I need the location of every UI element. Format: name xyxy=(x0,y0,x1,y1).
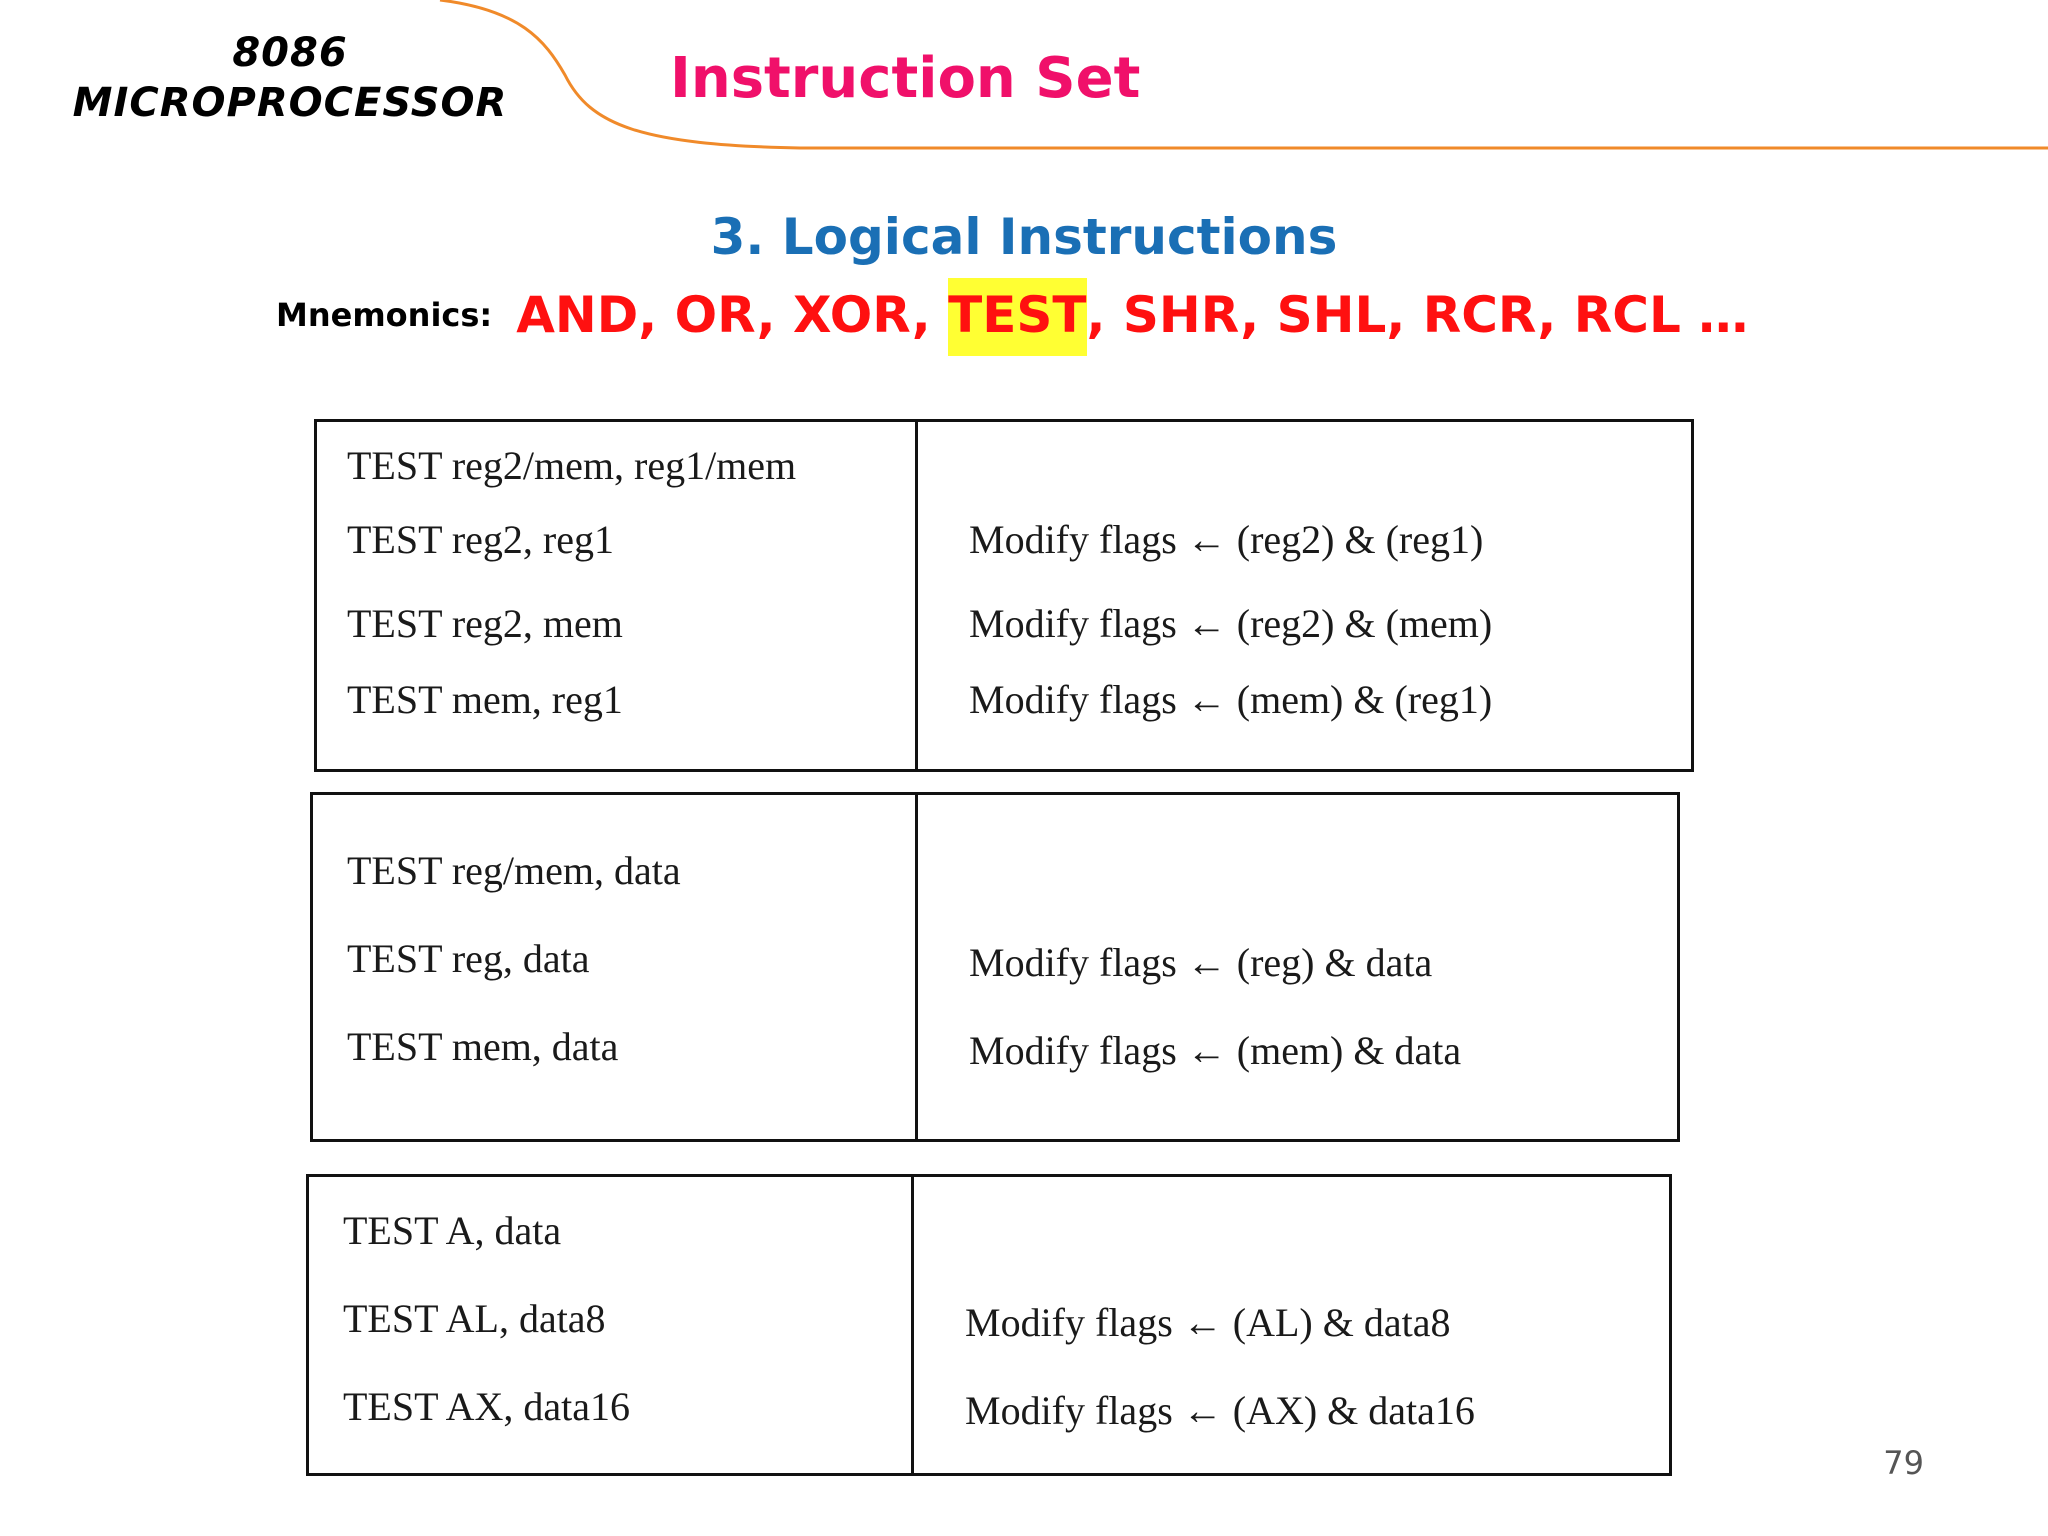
brand-line-2: MICROPROCESSOR xyxy=(72,80,508,126)
table3-left-row-1: TEST A, data xyxy=(343,1208,562,1253)
table3-left-row-3: TEST AX, data16 xyxy=(343,1384,631,1429)
test-table-accumulator xyxy=(306,1174,1672,1476)
table1-left-row-1: TEST reg2/mem, reg1/mem xyxy=(347,443,797,488)
table-divider xyxy=(911,1174,914,1476)
table3-right-row-2: Modify flags ← (AL) & data8 xyxy=(965,1300,1451,1345)
mnemonic-test-highlighted: TEST xyxy=(948,278,1086,356)
mnemonic-xor: XOR, xyxy=(793,286,949,344)
table2-left-row-1: TEST reg/mem, data xyxy=(347,848,681,893)
table1-left-row-2: TEST reg2, reg1 xyxy=(347,517,614,562)
mnemonics-list xyxy=(516,286,1748,344)
table-divider xyxy=(915,792,918,1142)
mnemonic-rcl: RCL … xyxy=(1573,286,1749,344)
mnemonics-label: Mnemonics: xyxy=(276,296,493,334)
slide-title: Instruction Set xyxy=(670,46,1141,111)
mnemonics-line xyxy=(276,286,1748,344)
mnemonic-shr: , SHR, xyxy=(1086,286,1277,344)
table1-left-row-3: TEST reg2, mem xyxy=(347,601,623,646)
section-title: 3. Logical Instructions xyxy=(710,208,1338,266)
table1-right-row-3: Modify flags ← (reg2) & (mem) xyxy=(969,601,1493,646)
mnemonic-rcr: RCR, xyxy=(1422,286,1574,344)
table1-left-row-4: TEST mem, reg1 xyxy=(347,677,623,722)
table2-right-row-2: Modify flags ← (reg) & data xyxy=(969,940,1433,985)
test-table-immediate-data xyxy=(310,792,1680,1142)
brand-logo-text xyxy=(60,28,520,128)
test-table-register-memory xyxy=(314,419,1694,772)
mnemonic-or: OR, xyxy=(674,286,794,344)
table3-left-row-2: TEST AL, data8 xyxy=(343,1296,606,1341)
table2-left-row-2: TEST reg, data xyxy=(347,936,590,981)
table1-right-row-2: Modify flags ← (reg2) & (reg1) xyxy=(969,517,1484,562)
table2-left-row-3: TEST mem, data xyxy=(347,1024,619,1069)
mnemonic-shl: SHL, xyxy=(1276,286,1423,344)
table3-right-row-3: Modify flags ← (AX) & data16 xyxy=(965,1388,1475,1433)
brand-line-1: 8086 xyxy=(232,30,348,76)
table1-right-row-4: Modify flags ← (mem) & (reg1) xyxy=(969,677,1493,722)
table-divider xyxy=(915,419,918,772)
table2-right-row-3: Modify flags ← (mem) & data xyxy=(969,1028,1462,1073)
mnemonic-and: AND, xyxy=(516,286,675,344)
page-number: 79 xyxy=(1883,1444,1924,1482)
